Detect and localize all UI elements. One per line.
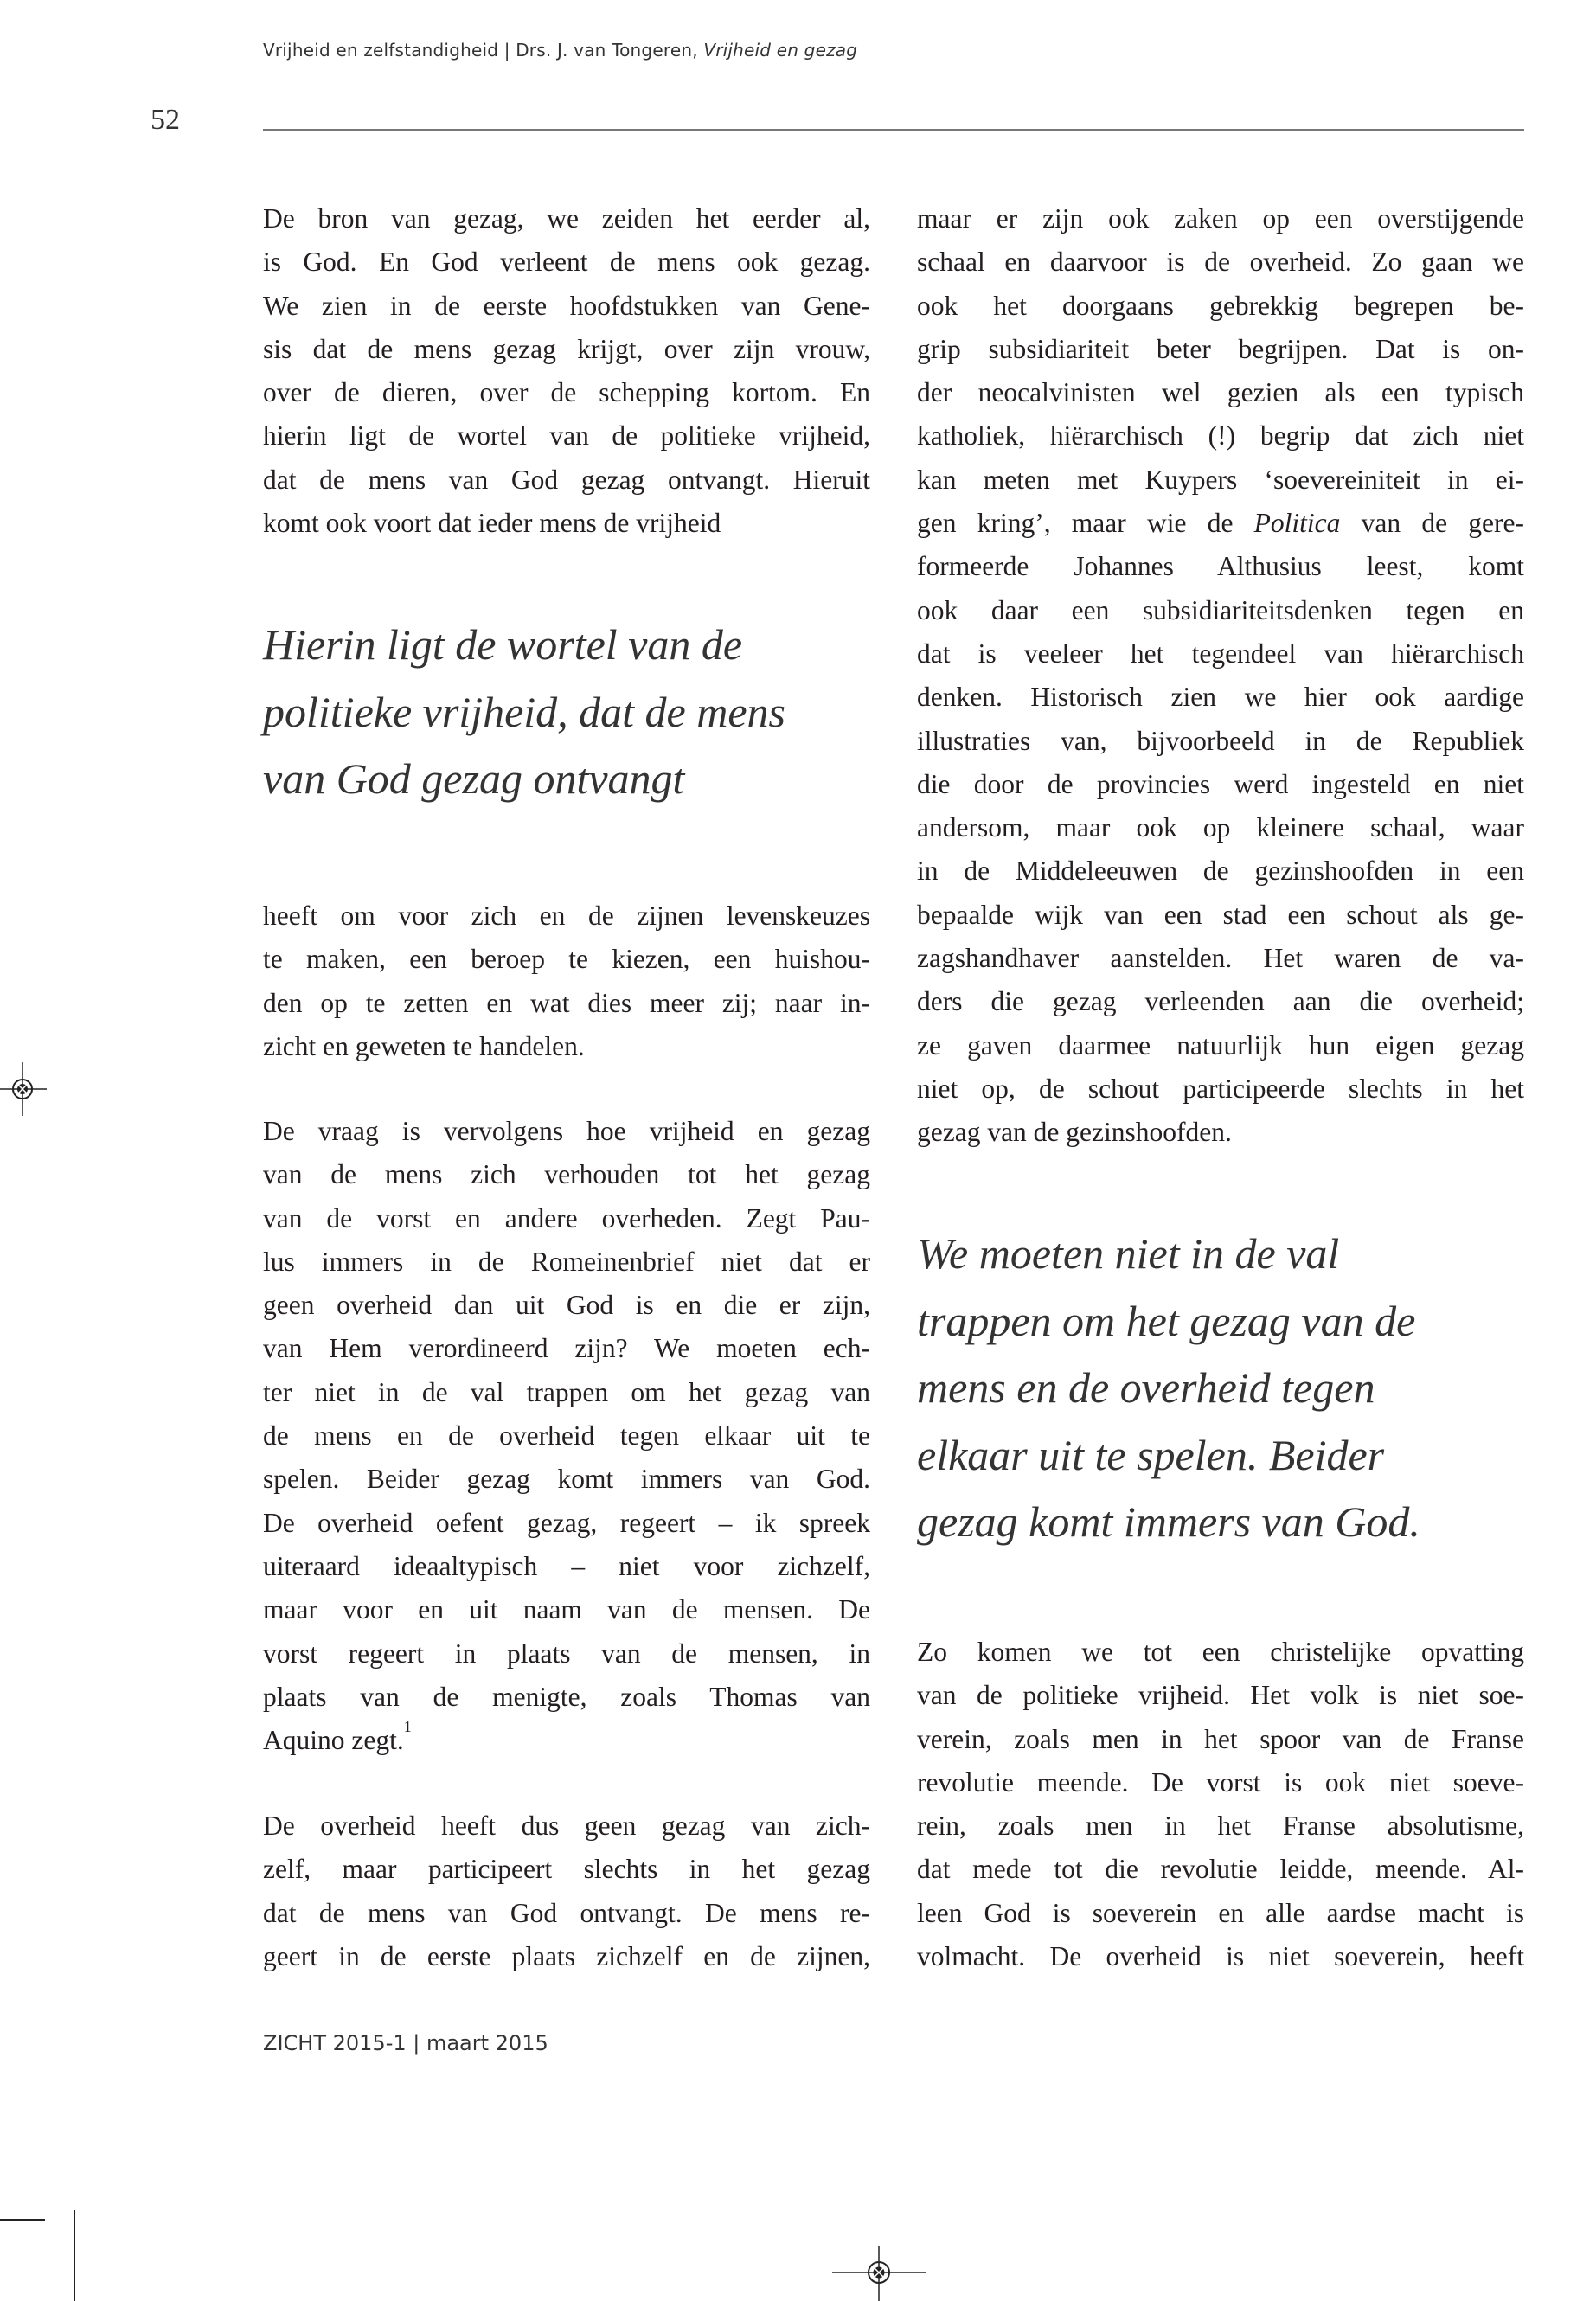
text-line: komt ook voort dat ieder mens de vrijheid [263,508,721,539]
italic-title: Politica [1253,508,1341,539]
quote-line: mens en de overheid tegen [917,1363,1375,1412]
registration-mark-bottom-icon [832,2246,926,2301]
left-paragraph-3 [263,1110,870,1762]
right-paragraph-2 [917,1631,1524,1978]
text-line: dat mede tot die revolutie leidde, meende. Al- [917,1854,1524,1885]
quote-line: gezag komt immers van God. [917,1497,1420,1546]
author: Drs. J. van Tongeren, [516,40,698,61]
left-paragraph-1 [263,197,870,545]
registration-mark-icon [0,1062,47,1116]
text-line: verein, zoals men in het spoor van de Franse [917,1723,1524,1754]
footer: ZICHT 2015-1 | maart 2015 [263,2031,548,2055]
text-line: maar er zijn ook zaken op een overstijgende [917,203,1524,234]
text-segment: van de gere- [1340,508,1524,539]
text-line: schaal en daarvoor is de overheid. Zo gaan we [917,247,1524,278]
section-title: Vrijheid en zelfstandigheid [263,40,499,61]
header-separator: | [503,40,510,61]
text-line: over de dieren, over de schepping kortom. En [263,377,870,408]
text-line: ook het doorgaans gebrekkig begrepen be- [917,290,1524,321]
left-paragraph-4 [263,1804,870,1978]
text-line: dat de mens van God ontvangt. De mens re- [263,1897,870,1928]
text-line: volmacht. De overheid is niet soeverein, heeft [917,1941,1524,1972]
quote-line: politieke vrijheid, dat de mens [263,687,786,736]
quote-line: Hierin ligt de wortel van de [263,620,743,669]
text-line: De bron van gezag, we zeiden het eerder al, [263,203,870,234]
text-line: der neocalvinisten wel gezien als een typisch [917,377,1524,408]
text-line [263,1719,870,1762]
right-pull-quote [917,1221,1420,1556]
text-line: zagshandhaver aanstelden. Het waren de va- [917,943,1524,974]
text-line: ter niet in de val trappen om het gezag van [263,1376,870,1407]
text-line: illustraties van, bijvoorbeeld in de Republiek [917,725,1524,756]
running-header [263,40,857,61]
text-line [917,502,1524,545]
article-title: Vrijheid en gezag [703,40,858,61]
text-line: De vraag is vervolgens hoe vrijheid en gezag [263,1116,870,1146]
text-line: heeft om voor zich en de zijnen levenskeuzes [263,901,870,931]
left-paragraph-2 [263,894,870,1068]
text-line: denken. Historisch zien we hier ook aardige [917,682,1524,713]
text-line: ze gaven daarmee natuurlijk hun eigen gezag [917,1029,1524,1061]
text-line: sis dat de mens gezag krijgt, over zijn vrouw, [263,333,870,364]
text-line: Zo komen we tot een christelijke opvatting [917,1637,1524,1667]
text-line: hierin ligt de wortel van de politieke vrijheid, [263,420,870,452]
text-line: te maken, een beroep te kiezen, een huishou- [263,944,870,975]
crop-mark-vertical [74,2210,75,2301]
text-line: van Hem verordineerd zijn? We moeten ech- [263,1333,870,1364]
text-segment: gen kring’, maar wie de [917,508,1254,539]
text-line: formeerde Johannes Althusius leest, komt [917,551,1524,582]
text-line: zelf, maar participeert slechts in het gezag [263,1854,870,1885]
text-line: den op te zetten en wat dies meer zij; naar in- [263,987,870,1018]
text-line: leen God is soeverein en alle aardse macht is [917,1897,1524,1928]
text-line: spelen. Beider gezag komt immers van God. [263,1464,870,1495]
text-line: de mens en de overheid tegen elkaar uit te [263,1420,870,1452]
text-line: geen overheid dan uit God is en die er zijn, [263,1290,870,1321]
text-line: maar voor en uit naam van de mensen. De [263,1594,870,1625]
text-segment: Aquino zegt. [263,1725,404,1756]
text-line: van de mens zich verhouden tot het gezag [263,1159,870,1190]
footnote-ref[interactable]: 1 [403,1718,412,1736]
text-line: die door de provincies werd ingesteld en niet [917,768,1524,799]
text-line: gezag van de gezinshoofden. [917,1117,1232,1148]
text-line: De overheid oefent gezag, regeert – ik spreek [263,1507,870,1538]
text-line: in de Middeleeuwen de gezinshoofden in een [917,856,1524,887]
right-paragraph-1 [917,197,1524,1155]
text-line: grip subsidiariteit beter begrijpen. Dat is on- [917,333,1524,364]
left-pull-quote [263,612,785,813]
quote-line: elkaar uit te spelen. Beider [917,1430,1385,1479]
text-line: is God. En God verleent de mens ook gezag. [263,247,870,278]
text-line: plaats van de menigte, zoals Thomas van [263,1681,870,1712]
header-rule [263,129,1524,131]
text-line: vorst regeert in plaats van de mensen, in [263,1638,870,1669]
text-line: revolutie meende. De vorst is ook niet soeve- [917,1766,1524,1798]
text-line: kan meten met Kuypers ‘soevereiniteit in ei- [917,464,1524,495]
text-line: rein, zoals men in het Franse absolutisme, [917,1811,1524,1842]
text-line: niet op, de schout participeerde slechts in het [917,1073,1524,1104]
text-line: zicht en geweten te handelen. [263,1030,585,1061]
text-line: katholiek, hiërarchisch (!) begrip dat zich niet [917,420,1524,452]
text-line: ders die gezag verleenden aan die overheid; [917,986,1524,1017]
quote-line: trappen om het gezag van de [917,1296,1416,1345]
text-line: van de vorst en andere overheden. Zegt Pau- [263,1202,870,1234]
text-line: De overheid heeft dus geen gezag van zich- [263,1811,870,1841]
text-line: geert in de eerste plaats zichzelf en de zijnen, [263,1940,870,1971]
text-line: lus immers in de Romeinenbrief niet dat er [263,1246,870,1277]
text-line: uiteraard ideaaltypisch – niet voor zichzelf, [263,1550,870,1581]
page-number: 52 [151,104,180,136]
text-line: bepaalde wijk van een stad een schout als ge- [917,899,1524,930]
text-line: We zien in de eerste hoofdstukken van Gene- [263,290,870,321]
text-line: dat is veeleer het tegendeel van hiërarchisch [917,638,1524,669]
quote-line: We moeten niet in de val [917,1229,1340,1278]
text-line: van de politieke vrijheid. Het volk is niet soe- [917,1680,1524,1711]
crop-mark-horizontal [0,2219,45,2221]
quote-line: van God gezag ontvangt [263,754,685,803]
text-line: andersom, maar ook op kleinere schaal, waar [917,812,1524,843]
text-line: ook daar een subsidiariteitsdenken tegen en [917,594,1524,625]
text-line: dat de mens van God gezag ontvangt. Hieruit [263,464,870,495]
